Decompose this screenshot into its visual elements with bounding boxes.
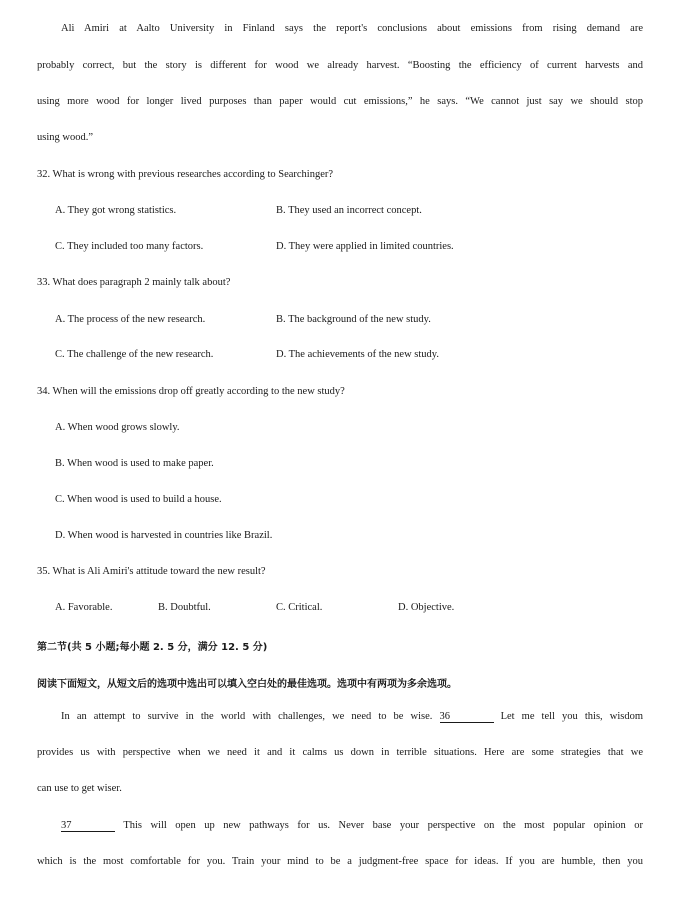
option-d: D. When wood is harvested in countries like Brazil. <box>55 530 273 541</box>
section-instruction: 阅读下面短文，从短文后的选项中选出可以填入空白处的最佳选项。选项中有两项为多余选项。 <box>37 679 457 690</box>
text-line: using wood.” <box>37 132 93 143</box>
option-b: B. When wood is used to make paper. <box>55 458 214 469</box>
option-b: B. Doubtful. <box>158 602 211 613</box>
text-line <box>61 820 643 832</box>
option-c: C. When wood is used to build a house. <box>55 494 222 505</box>
question-stem: 35. What is Ali Amiri's attitude toward the new result? <box>37 566 266 577</box>
text-line: Ali Amiri at Aalto University in Finland says the report's conclusions about emissions from rising demand are <box>61 23 643 34</box>
text-line: probably correct, but the story is different for wood we already harvest. “Boosting the efficiency of current harvests and <box>37 60 643 71</box>
text-segment: Let me tell you this, wisdom <box>500 711 643 722</box>
text-line: using more wood for longer lived purposes than paper would cut emissions,” he says. “We cannot just say we should stop <box>37 96 643 107</box>
option-a: A. When wood grows slowly. <box>55 422 180 433</box>
option-d: D. Objective. <box>398 602 455 613</box>
question-stem: 33. What does paragraph 2 mainly talk about? <box>37 277 231 288</box>
question-stem: 32. What is wrong with previous researches according to Searchinger? <box>37 169 334 180</box>
option-a: A. The process of the new research. <box>55 314 206 325</box>
section-heading: 第二节(共 5 小题;每小题 2. 5 分，满分 12. 5 分) <box>37 642 268 653</box>
text-line: which is the most comfortable for you. Train your mind to be a judgment-free space for ideas. If you are humble, then you <box>37 856 643 867</box>
option-c: C. Critical. <box>276 602 323 613</box>
option-a: A. Favorable. <box>55 602 113 613</box>
option-c: C. They included too many factors. <box>55 241 204 252</box>
text-line: can use to get wiser. <box>37 783 122 794</box>
option-c: C. The challenge of the new research. <box>55 349 214 360</box>
text-line: provides us with perspective when we need it and it calms us down in terrible situations. Here are some strategies that we <box>37 747 643 758</box>
text-line <box>61 711 643 723</box>
option-a: A. They got wrong statistics. <box>55 205 177 216</box>
option-b: B. They used an incorrect concept. <box>276 205 422 216</box>
text-segment: This will open up new pathways for us. Never base your perspective on the most popular opinion or <box>123 820 643 831</box>
blank-37: 37 <box>61 820 115 832</box>
option-b: B. The background of the new study. <box>276 314 431 325</box>
option-d: D. The achievements of the new study. <box>276 349 439 360</box>
question-stem: 34. When will the emissions drop off greatly according to the new study? <box>37 386 345 397</box>
blank-36: 36 <box>440 711 494 723</box>
text-segment: In an attempt to survive in the world with challenges, we need to be wise. <box>61 711 433 722</box>
option-d: D. They were applied in limited countries. <box>276 241 454 252</box>
